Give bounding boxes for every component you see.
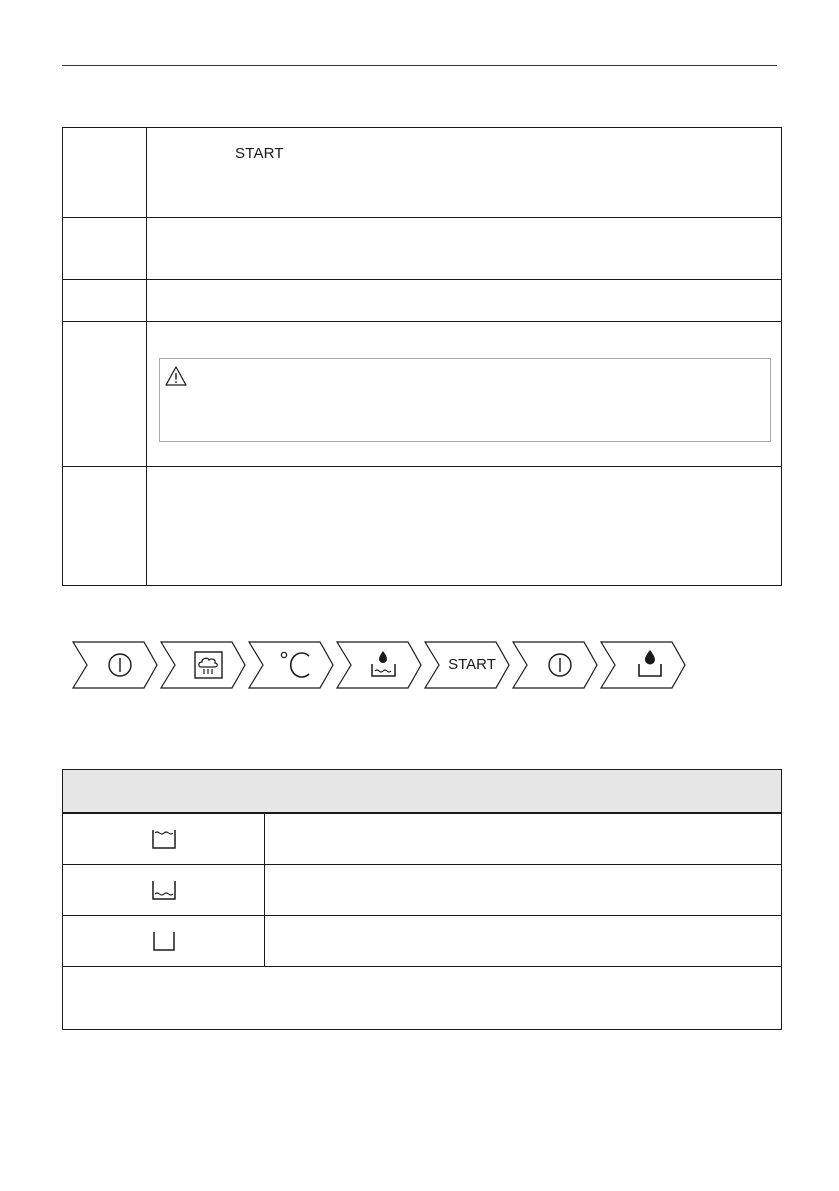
level-row-full [63,814,781,865]
power-icon [510,641,600,689]
warning-box [159,358,771,442]
power-icon [70,641,160,689]
level-table-header [63,770,781,814]
water-level-table [62,769,782,1030]
level-table-footer [63,967,781,1029]
start-button-label: START [235,145,284,162]
steam-function-icon [158,641,248,689]
step-row-5 [63,467,781,585]
level-row-low [63,865,781,916]
sequence-step-water-fill [334,641,424,689]
step-number-cell [63,218,147,279]
step-row-3 [63,280,781,322]
start-label: START [448,656,496,673]
sequence-step-power-off [510,641,600,689]
step-row-2 [63,218,781,280]
water-tank-fill-icon [334,641,424,689]
sequence-step-power [70,641,160,689]
sequence-step-temperature [246,641,336,689]
step-row-1 [63,128,781,218]
step-text-cell [147,218,781,279]
sequence-step-empty-tank [598,641,688,689]
button-sequence [70,641,700,689]
step-number-cell [63,128,147,217]
step-text-cell [147,467,781,585]
step-number-cell [63,467,147,585]
sequence-step-steam [158,641,248,689]
level-description [265,865,781,915]
level-description [265,814,781,864]
step-text-cell [147,128,781,217]
step-text-cell [147,280,781,321]
step-text-cell [147,322,781,466]
step-row-4 [63,322,781,467]
level-row-empty [63,916,781,967]
tank-empty-icon [151,930,177,952]
water-drop-tank-icon [598,641,688,689]
steps-table [62,127,782,586]
step-number-cell [63,280,147,321]
tank-full-icon [151,828,177,850]
sequence-step-start [422,641,512,689]
tank-low-icon [151,879,177,901]
temperature-celsius-icon [246,641,336,689]
level-description [265,916,781,966]
step-number-cell [63,322,147,466]
header-rule [62,65,777,66]
warning-triangle-icon [164,365,188,387]
